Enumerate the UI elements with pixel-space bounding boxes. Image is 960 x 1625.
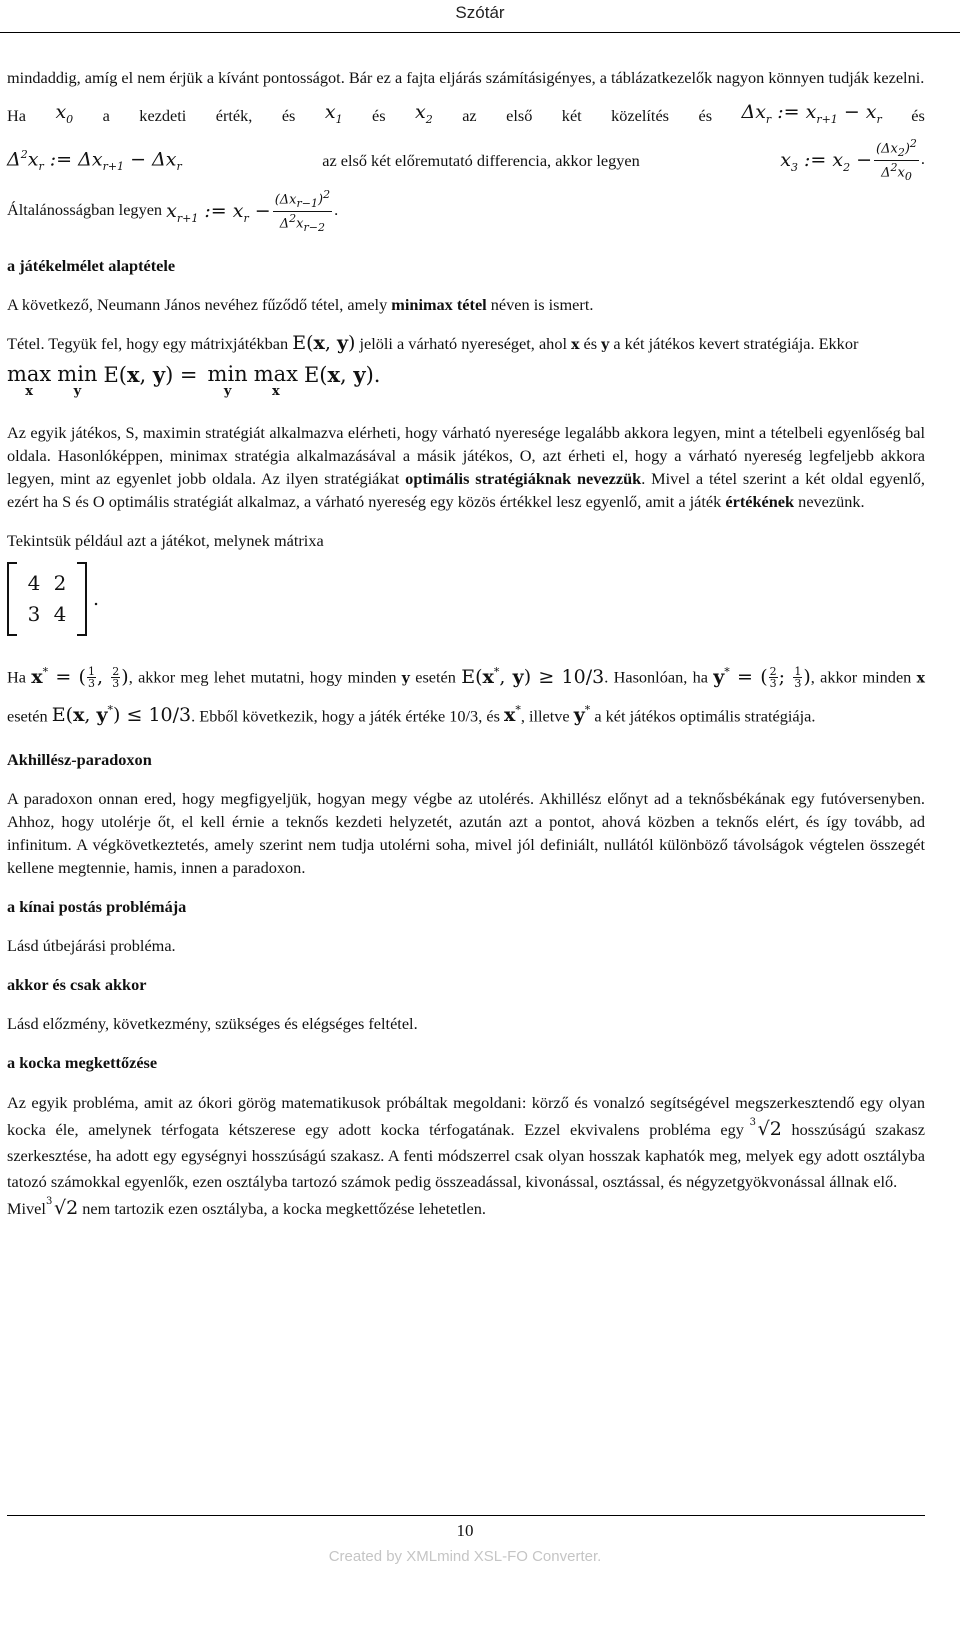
running-title: Szótár bbox=[455, 3, 505, 22]
formula-lower-bound: E(x*, y) ≥ 10/3 bbox=[461, 665, 605, 688]
heading-iff: akkor és csak akkor bbox=[7, 975, 147, 995]
formula-delta-xr: $\Delta x_r$ := $x_{r+1} - x_r$ bbox=[741, 101, 882, 126]
minimax-intro: A következő, Neumann János nevéhez fűződő tétel, amely minimax tétel néven is ismert. bbox=[7, 295, 594, 315]
formula-delta2-xr: $\Delta^2x_r$ := $\Delta x_{r+1} - \Delta x_r$ bbox=[7, 147, 182, 173]
formula-x3: $x_3$ := $x_2$ − $\frac{(\Delta x_2)^2}{\Delta^2x_0}$ . bbox=[780, 136, 925, 183]
achilles-paragraph: A paradoxon onnan ered, hogy megfigyeljük, hogyan megy végbe az utolérés. Akhillész előnyt ad a teknősbékának egy futóversenyben. Ahhoz, hogy utolérje őt, el kell érnie a teknős kezdeti helyzetét, azután azt a pontot, ahová közben a teknős elért, és így tovább, ad infinitum. A végkövetkeztetés, amely szerint nem tudja utolérni soha, mivel jól definiált, nullától különböző távolságok végtelen összegét kellene megtennie, hamis, innen a paradoxon. bbox=[7, 789, 925, 878]
formula-xr1: $x_{r+1}$ := $x_r$ − bbox=[166, 199, 271, 225]
footer-divider bbox=[7, 1515, 925, 1516]
heading-cube: a kocka megkettőzése bbox=[7, 1053, 158, 1073]
postman-paragraph: Lásd útbejárási probléma. bbox=[7, 936, 176, 956]
formula-expectation: E(x, y) bbox=[292, 332, 356, 355]
formula-y-star: y* = ( $\frac{2}{3}$ ; $\frac{1}{3}$ ) bbox=[713, 665, 811, 691]
page-number: 10 bbox=[456, 1521, 474, 1540]
secant-line-3: Általánosságban legyen $x_{r+1}$ := $x_r$ − $\frac{(\Delta x_{r-1})^2}{\Delta^2x_{r-2}}$ . bbox=[7, 187, 339, 234]
formula-x2: $x_2$ bbox=[415, 101, 433, 126]
theorem-statement: Tétel. Tegyük fel, hogy egy mátrixjátékban E(x, y) jelöli a várható nyereséget, ahol x és y a két játékos kevert stratégiája. Ekkor bbox=[7, 332, 859, 355]
secant-line-2: $\Delta^2x_r$ := $\Delta x_{r+1} - \Delta x_r$ az első két előremutató differencia, akkor legyen $x_3$ := $x_2$ − $\frac{(\Delta x_2)^2}{\Delta^2x_0}$ . bbox=[7, 136, 925, 183]
optimal-strategy-paragraph: Ha x* = ( $\frac{1}{3}$ , $\frac{2}{3}$ ), akkor meg lehet mutatni, hogy minden y esetén E(x*, y) ≥ 10/3. Hasonlóan, ha y* = ( $\frac{2}{3}$ ; $\frac{1}{3}$ ), akkor minden x esetén E(x, y*) ≤ 10/3. Ebből következik, hogy a játék értéke 10/3, és x*, illetve y* a két játékos optimális stratégiája. bbox=[7, 665, 925, 727]
payoff-matrix: 4 2 3 4 . bbox=[7, 556, 925, 642]
formula-minimax: max x min y E(x, y) = min y max x E(x, y). bbox=[7, 362, 381, 400]
document-body bbox=[7, 66, 925, 1238]
formula-upper-bound: E(x, y*) ≤ 10/3 bbox=[51, 703, 192, 727]
formula-cube-root-2: 3 √2 bbox=[749, 1117, 782, 1141]
heading-postman: a kínai postás problémája bbox=[7, 897, 187, 917]
heading-minimax: a játékelmélet alaptétele bbox=[7, 256, 176, 276]
strategy-paragraph: Az egyik játékos, S, maximin stratégiát alkalmazva elérheti, hogy várható nyeresége legalább akkora legyen, mint a tételbeli egyenlőség bal oldala. Hasonlóképpen, minimax stratégia alkalmazásával a másik játékos, O, azt érheti el, hogy a várható nyereség legfeljebb akkora legyen, mint az egyenlet jobb oldala. Az ilyen stratégiákat optimális stratégiáknak nevezzük. Mivel a tétel szerint a két oldal egyenlő, ezért ha S és O optimális stratégiát alkalmaz, a várható nyereség egy közös értékkel lesz egyenlő, amit a játék értékének nevezünk. bbox=[7, 423, 925, 512]
converter-credit: Created by XMLmind XSL-FO Converter. bbox=[328, 1548, 602, 1565]
intro-paragraph: mindaddig, amíg el nem érjük a kívánt pontosságot. Bár ez a fajta eljárás számításigényes, a táblázatkezelők nagyon könnyen tudják kezelni. bbox=[7, 68, 925, 87]
secant-line-1: Ha $x_0$ a kezdeti érték, és $x_1$ és $x_2$ az első két közelítés és $\Delta x_r$ := $x_{r+1} - x_r$ és bbox=[7, 101, 925, 131]
formula-cube-root-2-b: 3 √2 bbox=[45, 1196, 79, 1220]
cube-paragraph: Az egyik probléma, amit az ókori görög matematikusok próbáltak megoldani: körző és vonalzó segítségével megszerkesztendő egy olyan kocka éle, amelynek térfogata kétszerese egy adott kocka térfogatának. Ezzel ekvivalens probléma egy 3 √2 hosszúságú szakasz szerkesztése, ha adott egy egységnyi hosszúságú szakasz. A fenti módszerrel csak olyan hosszak kaphatók meg, melyek egy adott osztályba tatozó számokkal egyenlők, ezen osztályba tartozó számok pedig összeadással, kivonással, osztással, és négyzetgyökvonással állnak elő. Mivel 3 √2 nem tartozik ezen osztályba, a kocka megkettőzése lehetetlen. bbox=[7, 1093, 925, 1220]
formula-xr1-fraction: $\frac{(\Delta x_{r-1})^2}{\Delta^2x_{r-2}}$ bbox=[274, 187, 331, 234]
header-divider bbox=[0, 32, 960, 33]
formula-x-star: x* = ( $\frac{1}{3}$ , $\frac{2}{3}$ ) bbox=[31, 665, 129, 691]
example-intro: Tekintsük például azt a játékot, melynek mátrixa bbox=[7, 531, 324, 551]
formula-x1: $x_1$ bbox=[324, 101, 343, 126]
heading-achilles: Akhillész-paradoxon bbox=[7, 750, 152, 770]
page-header bbox=[0, 0, 960, 34]
formula-x0: $x_0$ bbox=[55, 101, 74, 126]
iff-paragraph: Lásd előzmény, következmény, szükséges és elégséges feltétel. bbox=[7, 1014, 418, 1034]
